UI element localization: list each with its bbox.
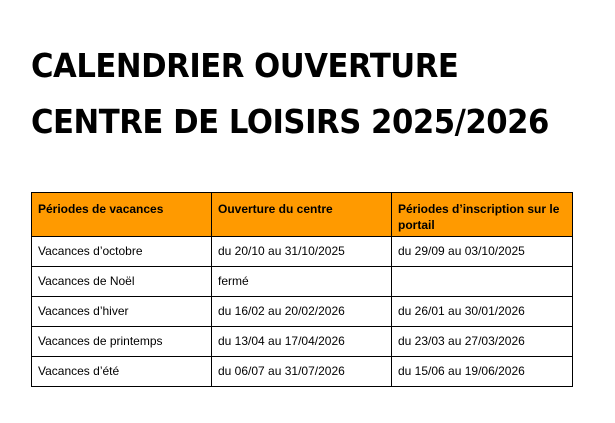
vacation-name: Vacances de Noël [32,267,212,297]
registration-dates: du 23/03 au 27/03/2026 [392,327,573,357]
table-row [32,297,573,327]
schedule-table [31,192,573,387]
page-title-line-2: CENTRE DE LOISIRS 2025/2026 [31,102,549,141]
table-row [32,237,573,267]
vacation-name: Vacances de printemps [32,327,212,357]
page-title-line-1: CALENDRIER OUVERTURE [31,46,459,85]
vacation-name: Vacances d’hiver [32,297,212,327]
opening-dates: du 06/07 au 31/07/2026 [212,357,392,387]
registration-dates: du 29/09 au 03/10/2025 [392,237,573,267]
header-center-opening: Ouverture du centre [212,193,392,237]
table-header-row [32,193,573,237]
header-registration-period: Périodes d’inscription sur le portail [392,193,573,237]
table-row [32,357,573,387]
vacation-name: Vacances d’octobre [32,237,212,267]
table-row [32,267,573,297]
registration-dates [392,267,573,297]
opening-dates: fermé [212,267,392,297]
header-vacation-period: Périodes de vacances [32,193,212,237]
registration-dates: du 26/01 au 30/01/2026 [392,297,573,327]
opening-dates: du 13/04 au 17/04/2026 [212,327,392,357]
table-row [32,327,573,357]
registration-dates: du 15/06 au 19/06/2026 [392,357,573,387]
vacation-name: Vacances d’été [32,357,212,387]
opening-dates: du 20/10 au 31/10/2025 [212,237,392,267]
page-title [31,38,549,150]
opening-dates: du 16/02 au 20/02/2026 [212,297,392,327]
